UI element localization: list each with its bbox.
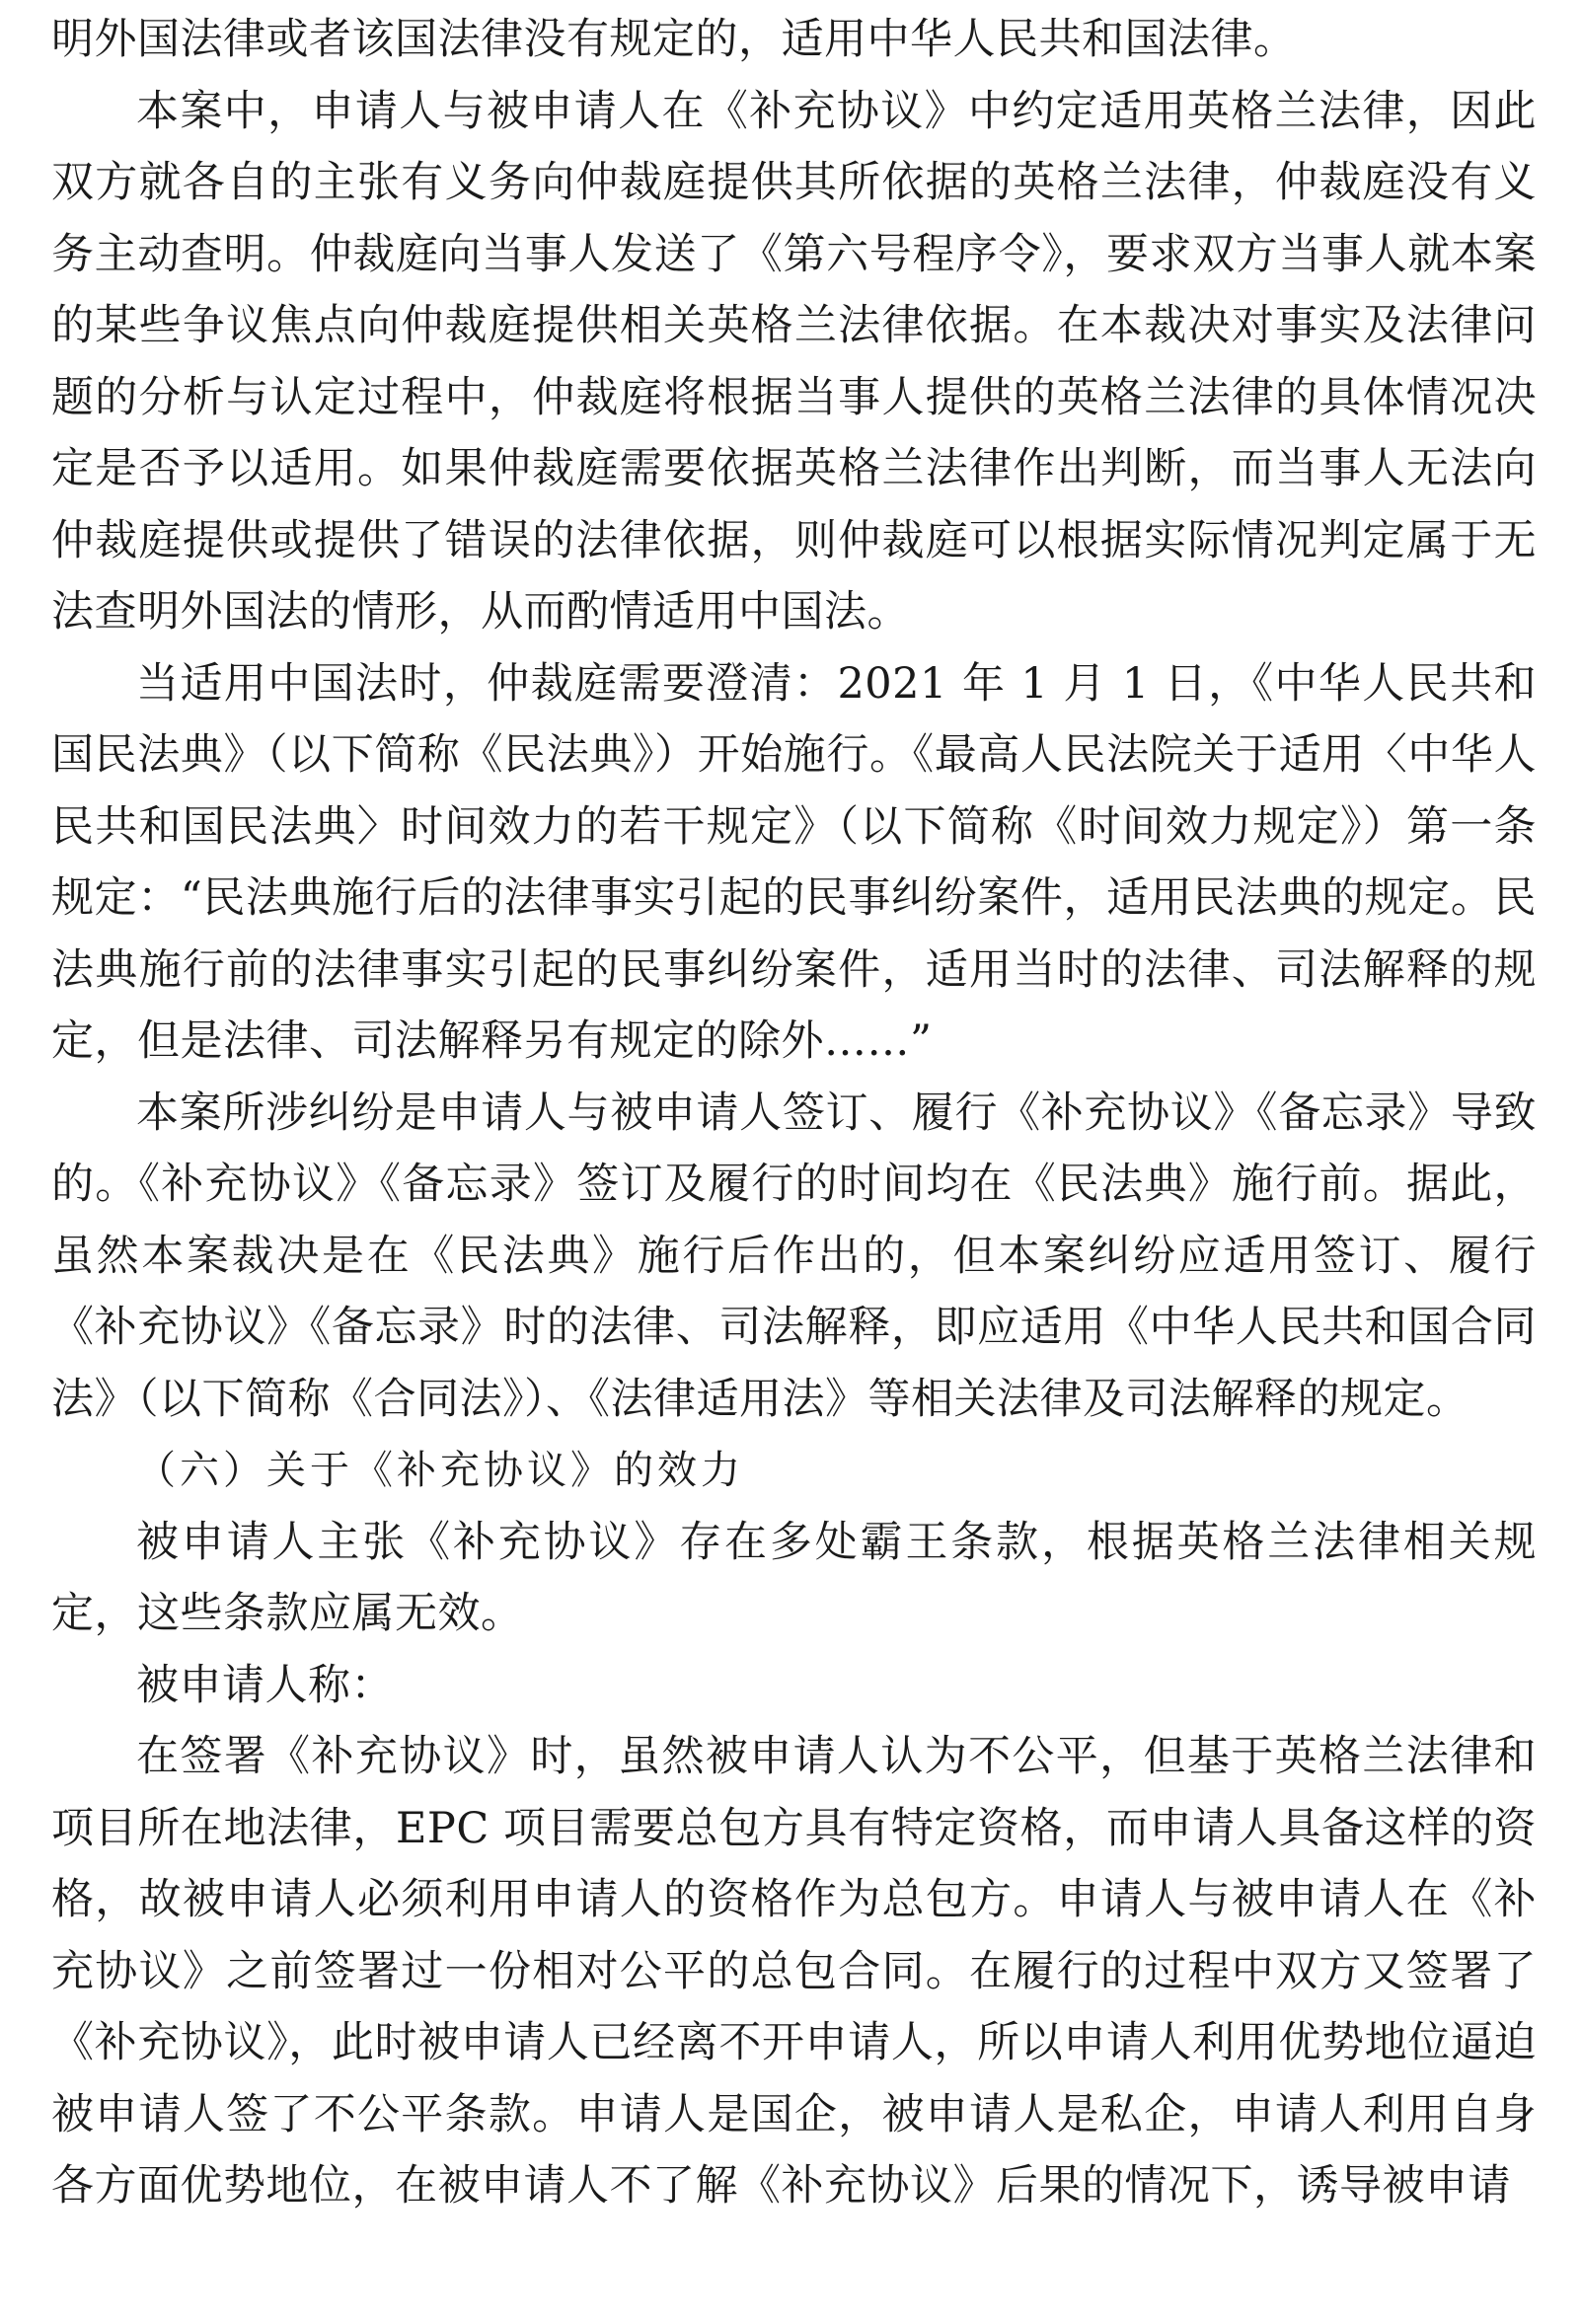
section-heading: （六）关于《补充协议》的效力 [136,1448,744,1493]
paragraph-applicable-law: 本案中，申请人与被申请人在《补充协议》中约定适用英格兰法律，因此双方就各自的主张有义务向仲裁庭提供其所依据的英格兰法律，仲裁庭没有义务主动查明。仲裁庭向当事人发送了《第六号程序令》，要求双方当事人就本案的某些争议焦点向仲裁庭提供相关英格兰法律依据。在本裁决对事实及法律问题的分析与认定过程中，仲裁庭将根据当事人提供的英格兰法律的具体情况决定是否予以适用。如果仲裁庭需要依据英格兰法律作出判断，而当事人无法向仲裁庭提供或提供了错误的法律依据，则仲裁庭可以根据实际情况判定属于无法查明外国法的情形，从而酌情适用中国法。 [51,86,1537,637]
paragraph-respondent-states: 被申请人称： [136,1660,394,1710]
paragraph-civil-code: 当适用中国法时，仲裁庭需要澄清：2021 年 1 月 1 日，《中华人民共和国民法典》（以下简称《民法典》）开始施行。《最高人民法院关于适用〈中华人民共和国民法典〉时间效力的若干规定》（以下简称《时间效力规定》）第一条规定：“民法典施行后的法律事实引起的民事纠纷案件，适用民法典的规定。民法典施行前的法律事实引起的民事纠纷案件，适用当时的法律、司法解释的规定，但是法律、司法解释另有规定的除外……” [51,658,1537,1066]
paragraph-respondent-argument: 在签署《补充协议》时，虽然被申请人认为不公平，但基于英格兰法律和项目所在地法律，EPC 项目需要总包方具有特定资格，而申请人具备这样的资格，故被申请人必须利用申请人的资格作为总包方。申请人与被申请人在《补充协议》之前签署过一份相对公平的总包合同。在履行的过程中双方又签署了《补充协议》，此时被申请人已经离不开申请人，所以申请人利用优势地位逼迫被申请人签了不公平条款。申请人是国企，被申请人是私企，申请人利用自身各方面优势地位，在被申请人不了解《补充协议》后果的情况下，诱导被申请 [51,1732,1537,2211]
paragraph-respondent-claim: 被申请人主张《补充协议》存在多处霸王条款，根据英格兰法律相关规定，这些条款应属无效。 [51,1517,1537,1638]
document-page [51,4,1537,2222]
paragraph-continuation: 明外国法律或者该国法律没有规定的，适用中华人民共和国法律。 [51,15,1297,64]
paragraph-dispute-timing: 本案所涉纠纷是申请人与被申请人签订、履行《补充协议》《备忘录》导致的。《补充协议》《备忘录》签订及履行的时间均在《民法典》施行前。据此，虽然本案裁决是在《民法典》施行后作出的，但本案纠纷应适用签订、履行《补充协议》《备忘录》时的法律、司法解释，即应适用《中华人民共和国合同法》（以下简称《合同法》）、《法律适用法》等相关法律及司法解释的规定。 [51,1087,1537,1424]
